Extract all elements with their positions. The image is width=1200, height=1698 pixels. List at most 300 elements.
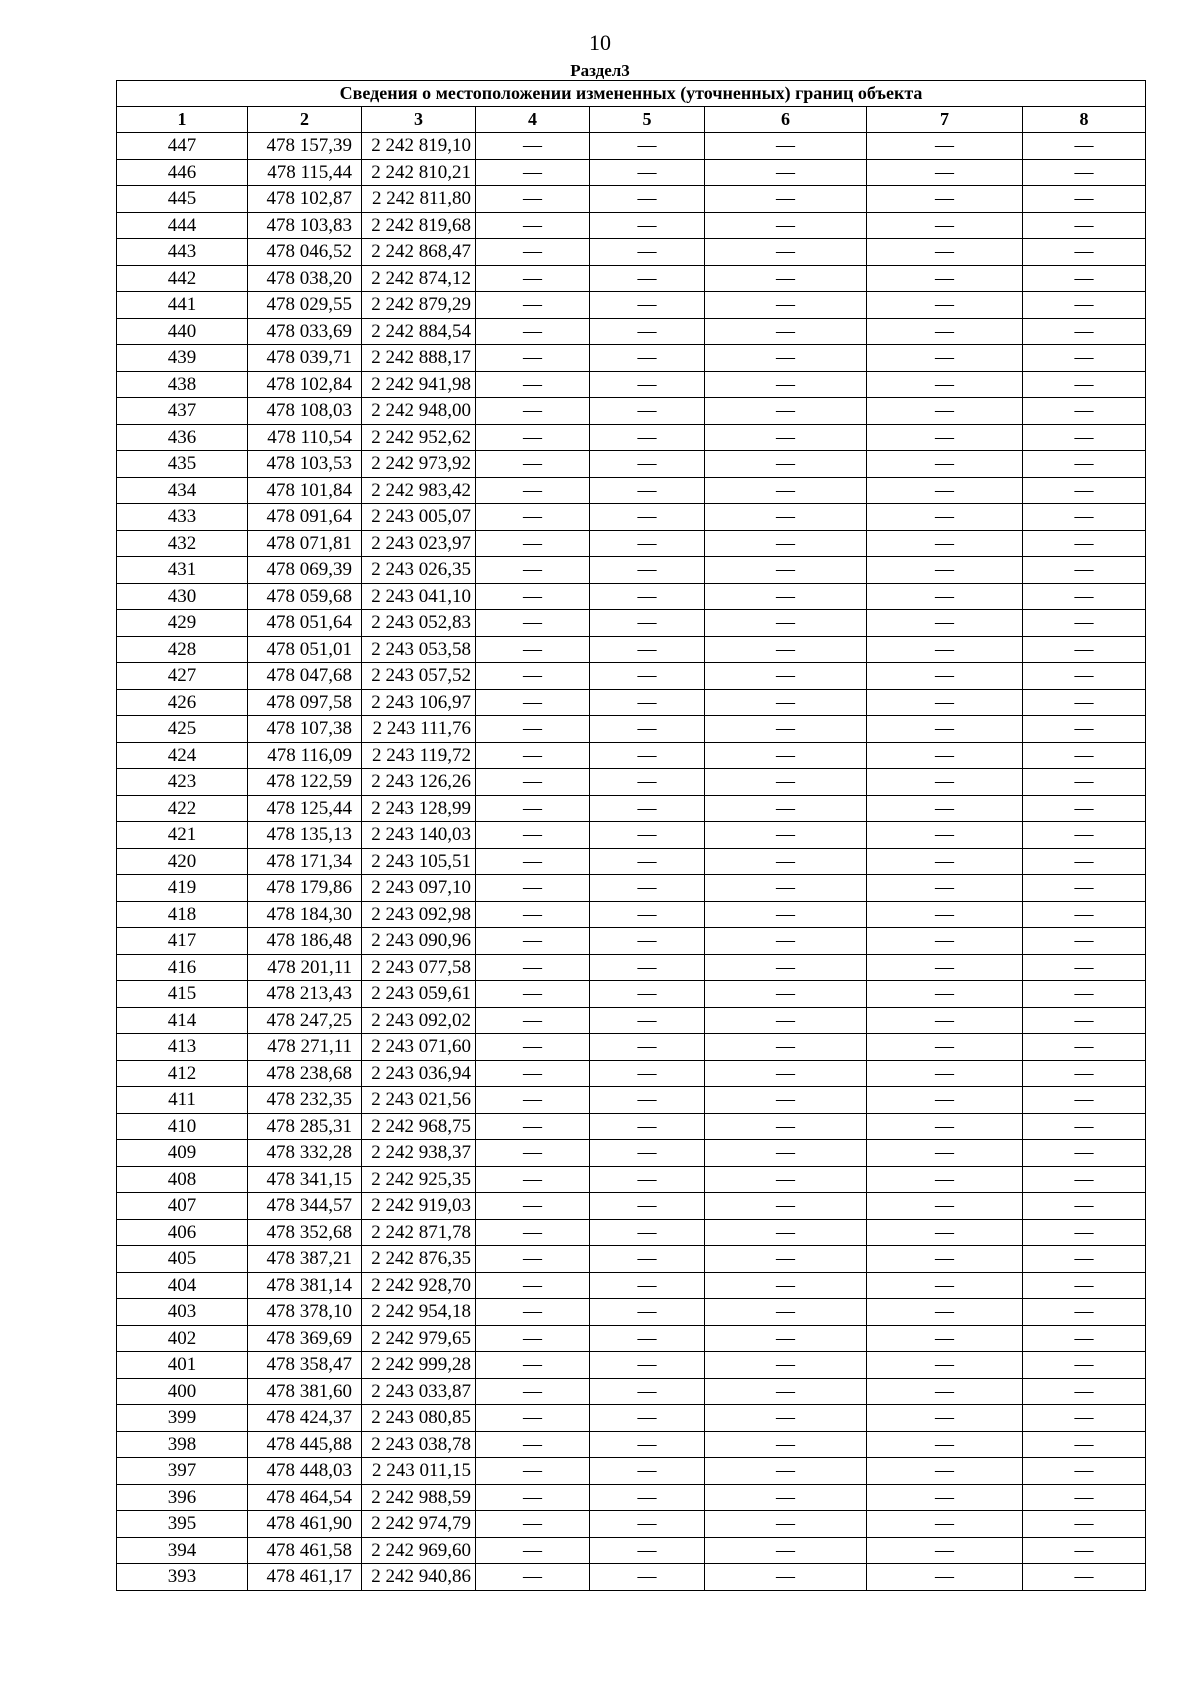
empty-value-cell: —: [705, 1537, 867, 1564]
empty-value-cell: —: [867, 1140, 1023, 1167]
y-coordinate-cell: 2 242 874,12: [362, 265, 476, 292]
point-number-cell: 428: [117, 636, 248, 663]
empty-value-cell: —: [867, 1166, 1023, 1193]
empty-value-cell: —: [590, 716, 705, 743]
point-number-cell: 409: [117, 1140, 248, 1167]
table-row: [117, 318, 1146, 345]
point-number-cell: 427: [117, 663, 248, 690]
empty-value-cell: —: [867, 636, 1023, 663]
empty-value-cell: —: [867, 742, 1023, 769]
empty-value-cell: —: [705, 928, 867, 955]
empty-value-cell: —: [476, 504, 590, 531]
empty-value-cell: —: [476, 1325, 590, 1352]
empty-value-cell: —: [476, 371, 590, 398]
column-header: 6: [705, 107, 867, 133]
x-coordinate-cell: 478 369,69: [248, 1325, 362, 1352]
y-coordinate-cell: 2 243 097,10: [362, 875, 476, 902]
page-number: 10: [589, 30, 611, 55]
x-coordinate-cell: 478 157,39: [248, 133, 362, 160]
empty-value-cell: —: [867, 848, 1023, 875]
empty-value-cell: —: [590, 477, 705, 504]
empty-value-cell: —: [1023, 1378, 1146, 1405]
empty-value-cell: —: [590, 981, 705, 1008]
empty-value-cell: —: [590, 1007, 705, 1034]
empty-value-cell: —: [590, 1299, 705, 1326]
empty-value-cell: —: [476, 1219, 590, 1246]
empty-value-cell: —: [1023, 1140, 1146, 1167]
table-row: [117, 610, 1146, 637]
point-number-cell: 429: [117, 610, 248, 637]
y-coordinate-cell: 2 242 925,35: [362, 1166, 476, 1193]
x-coordinate-cell: 478 091,64: [248, 504, 362, 531]
empty-value-cell: —: [590, 1537, 705, 1564]
empty-value-cell: —: [590, 292, 705, 319]
empty-value-cell: —: [867, 1060, 1023, 1087]
empty-value-cell: —: [590, 318, 705, 345]
empty-value-cell: —: [867, 875, 1023, 902]
y-coordinate-cell: 2 242 879,29: [362, 292, 476, 319]
empty-value-cell: —: [476, 1060, 590, 1087]
empty-value-cell: —: [705, 265, 867, 292]
y-coordinate-cell: 2 243 021,56: [362, 1087, 476, 1114]
column-header: 5: [590, 107, 705, 133]
empty-value-cell: —: [590, 875, 705, 902]
empty-value-cell: —: [590, 1087, 705, 1114]
empty-value-cell: —: [705, 1166, 867, 1193]
table-row: [117, 1219, 1146, 1246]
empty-value-cell: —: [590, 1272, 705, 1299]
empty-value-cell: —: [476, 716, 590, 743]
x-coordinate-cell: 478 115,44: [248, 159, 362, 186]
empty-value-cell: —: [705, 848, 867, 875]
empty-value-cell: —: [1023, 954, 1146, 981]
x-coordinate-cell: 478 029,55: [248, 292, 362, 319]
empty-value-cell: —: [867, 1299, 1023, 1326]
empty-value-cell: —: [476, 1405, 590, 1432]
empty-value-cell: —: [867, 769, 1023, 796]
y-coordinate-cell: 2 243 057,52: [362, 663, 476, 690]
table-row: [117, 1378, 1146, 1405]
empty-value-cell: —: [590, 1511, 705, 1538]
y-coordinate-cell: 2 242 928,70: [362, 1272, 476, 1299]
empty-value-cell: —: [867, 1458, 1023, 1485]
point-number-cell: 443: [117, 239, 248, 266]
y-coordinate-cell: 2 242 819,68: [362, 212, 476, 239]
table-row: [117, 1511, 1146, 1538]
empty-value-cell: —: [705, 530, 867, 557]
empty-value-cell: —: [1023, 1431, 1146, 1458]
empty-value-cell: —: [867, 133, 1023, 160]
column-header: 2: [248, 107, 362, 133]
table-row: [117, 159, 1146, 186]
empty-value-cell: —: [867, 398, 1023, 425]
empty-value-cell: —: [1023, 398, 1146, 425]
empty-value-cell: —: [867, 345, 1023, 372]
empty-value-cell: —: [1023, 742, 1146, 769]
empty-value-cell: —: [476, 1113, 590, 1140]
point-number-cell: 442: [117, 265, 248, 292]
table-row: [117, 371, 1146, 398]
table-row: [117, 822, 1146, 849]
point-number-cell: 410: [117, 1113, 248, 1140]
y-coordinate-cell: 2 243 080,85: [362, 1405, 476, 1432]
empty-value-cell: —: [590, 769, 705, 796]
empty-value-cell: —: [867, 1431, 1023, 1458]
point-number-cell: 432: [117, 530, 248, 557]
empty-value-cell: —: [590, 1378, 705, 1405]
empty-value-cell: —: [705, 1564, 867, 1591]
table-row: [117, 530, 1146, 557]
empty-value-cell: —: [1023, 583, 1146, 610]
y-coordinate-cell: 2 243 053,58: [362, 636, 476, 663]
point-number-cell: 411: [117, 1087, 248, 1114]
x-coordinate-cell: 478 122,59: [248, 769, 362, 796]
empty-value-cell: —: [476, 742, 590, 769]
empty-value-cell: —: [476, 1140, 590, 1167]
table-row: [117, 583, 1146, 610]
point-number-cell: 407: [117, 1193, 248, 1220]
empty-value-cell: —: [867, 451, 1023, 478]
table-row: [117, 239, 1146, 266]
empty-value-cell: —: [705, 1193, 867, 1220]
y-coordinate-cell: 2 242 871,78: [362, 1219, 476, 1246]
x-coordinate-cell: 478 110,54: [248, 424, 362, 451]
table-row: [117, 265, 1146, 292]
empty-value-cell: —: [590, 133, 705, 160]
y-coordinate-cell: 2 242 952,62: [362, 424, 476, 451]
x-coordinate-cell: 478 424,37: [248, 1405, 362, 1432]
empty-value-cell: —: [590, 451, 705, 478]
point-number-cell: 405: [117, 1246, 248, 1273]
empty-value-cell: —: [476, 1007, 590, 1034]
x-coordinate-cell: 478 102,84: [248, 371, 362, 398]
empty-value-cell: —: [590, 212, 705, 239]
column-header: 3: [362, 107, 476, 133]
empty-value-cell: —: [476, 848, 590, 875]
x-coordinate-cell: 478 285,31: [248, 1113, 362, 1140]
empty-value-cell: —: [590, 1564, 705, 1591]
empty-value-cell: —: [590, 1140, 705, 1167]
y-coordinate-cell: 2 242 973,92: [362, 451, 476, 478]
table-row: [117, 1140, 1146, 1167]
empty-value-cell: —: [867, 1087, 1023, 1114]
empty-value-cell: —: [705, 689, 867, 716]
empty-value-cell: —: [705, 292, 867, 319]
table-row: [117, 1193, 1146, 1220]
x-coordinate-cell: 478 051,01: [248, 636, 362, 663]
empty-value-cell: —: [705, 1007, 867, 1034]
empty-value-cell: —: [590, 1034, 705, 1061]
y-coordinate-cell: 2 242 999,28: [362, 1352, 476, 1379]
empty-value-cell: —: [705, 424, 867, 451]
empty-value-cell: —: [705, 901, 867, 928]
point-number-cell: 414: [117, 1007, 248, 1034]
empty-value-cell: —: [1023, 1166, 1146, 1193]
y-coordinate-cell: 2 242 988,59: [362, 1484, 476, 1511]
empty-value-cell: —: [867, 1246, 1023, 1273]
point-number-cell: 394: [117, 1537, 248, 1564]
empty-value-cell: —: [1023, 1537, 1146, 1564]
empty-value-cell: —: [590, 610, 705, 637]
empty-value-cell: —: [1023, 1511, 1146, 1538]
point-number-cell: 435: [117, 451, 248, 478]
empty-value-cell: —: [590, 1405, 705, 1432]
empty-value-cell: —: [867, 1352, 1023, 1379]
empty-value-cell: —: [476, 1458, 590, 1485]
empty-value-cell: —: [476, 1511, 590, 1538]
y-coordinate-cell: 2 243 052,83: [362, 610, 476, 637]
x-coordinate-cell: 478 378,10: [248, 1299, 362, 1326]
table-row: [117, 742, 1146, 769]
table-row: [117, 1060, 1146, 1087]
empty-value-cell: —: [590, 636, 705, 663]
column-header: 7: [867, 107, 1023, 133]
point-number-cell: 415: [117, 981, 248, 1008]
x-coordinate-cell: 478 116,09: [248, 742, 362, 769]
empty-value-cell: —: [476, 1299, 590, 1326]
empty-value-cell: —: [1023, 1458, 1146, 1485]
x-coordinate-cell: 478 051,64: [248, 610, 362, 637]
table-title: Сведения о местоположении измененных (уточненных) границ объекта: [117, 81, 1146, 107]
point-number-cell: 425: [117, 716, 248, 743]
x-coordinate-cell: 478 171,34: [248, 848, 362, 875]
empty-value-cell: —: [476, 1352, 590, 1379]
point-number-cell: 430: [117, 583, 248, 610]
empty-value-cell: —: [590, 186, 705, 213]
y-coordinate-cell: 2 242 811,80: [362, 186, 476, 213]
y-coordinate-cell: 2 243 005,07: [362, 504, 476, 531]
table-row: [117, 1007, 1146, 1034]
empty-value-cell: —: [1023, 1034, 1146, 1061]
empty-value-cell: —: [867, 424, 1023, 451]
x-coordinate-cell: 478 046,52: [248, 239, 362, 266]
empty-value-cell: —: [476, 822, 590, 849]
empty-value-cell: —: [867, 795, 1023, 822]
empty-value-cell: —: [476, 239, 590, 266]
empty-value-cell: —: [476, 1431, 590, 1458]
y-coordinate-cell: 2 242 819,10: [362, 133, 476, 160]
point-number-cell: 434: [117, 477, 248, 504]
table-row: [117, 1272, 1146, 1299]
y-coordinate-cell: 2 243 106,97: [362, 689, 476, 716]
empty-value-cell: —: [1023, 610, 1146, 637]
x-coordinate-cell: 478 047,68: [248, 663, 362, 690]
empty-value-cell: —: [476, 212, 590, 239]
empty-value-cell: —: [590, 1458, 705, 1485]
point-number-cell: 419: [117, 875, 248, 902]
y-coordinate-cell: 2 243 071,60: [362, 1034, 476, 1061]
x-coordinate-cell: 478 108,03: [248, 398, 362, 425]
empty-value-cell: —: [476, 901, 590, 928]
empty-value-cell: —: [867, 610, 1023, 637]
x-coordinate-cell: 478 201,11: [248, 954, 362, 981]
empty-value-cell: —: [1023, 557, 1146, 584]
empty-value-cell: —: [705, 451, 867, 478]
empty-value-cell: —: [590, 1484, 705, 1511]
empty-value-cell: —: [867, 1272, 1023, 1299]
empty-value-cell: —: [705, 954, 867, 981]
empty-value-cell: —: [1023, 133, 1146, 160]
empty-value-cell: —: [590, 504, 705, 531]
empty-value-cell: —: [476, 875, 590, 902]
point-number-cell: 439: [117, 345, 248, 372]
empty-value-cell: —: [590, 1193, 705, 1220]
empty-value-cell: —: [867, 1537, 1023, 1564]
empty-value-cell: —: [476, 1193, 590, 1220]
y-coordinate-cell: 2 243 090,96: [362, 928, 476, 955]
x-coordinate-cell: 478 135,13: [248, 822, 362, 849]
empty-value-cell: —: [590, 1246, 705, 1273]
empty-value-cell: —: [1023, 451, 1146, 478]
point-number-cell: 395: [117, 1511, 248, 1538]
table-row: [117, 1405, 1146, 1432]
empty-value-cell: —: [867, 1378, 1023, 1405]
point-number-cell: 413: [117, 1034, 248, 1061]
x-coordinate-cell: 478 186,48: [248, 928, 362, 955]
point-number-cell: 420: [117, 848, 248, 875]
empty-value-cell: —: [705, 1484, 867, 1511]
empty-value-cell: —: [590, 1219, 705, 1246]
table-row: [117, 689, 1146, 716]
empty-value-cell: —: [1023, 822, 1146, 849]
x-coordinate-cell: 478 125,44: [248, 795, 362, 822]
empty-value-cell: —: [705, 159, 867, 186]
empty-value-cell: —: [705, 822, 867, 849]
empty-value-cell: —: [867, 954, 1023, 981]
table-row: [117, 186, 1146, 213]
table-row: [117, 398, 1146, 425]
empty-value-cell: —: [705, 1299, 867, 1326]
empty-value-cell: —: [705, 1325, 867, 1352]
empty-value-cell: —: [705, 318, 867, 345]
empty-value-cell: —: [1023, 636, 1146, 663]
table-row: [117, 1299, 1146, 1326]
empty-value-cell: —: [590, 1166, 705, 1193]
empty-value-cell: —: [590, 583, 705, 610]
y-coordinate-cell: 2 243 092,98: [362, 901, 476, 928]
y-coordinate-cell: 2 243 038,78: [362, 1431, 476, 1458]
empty-value-cell: —: [590, 848, 705, 875]
column-header: 8: [1023, 107, 1146, 133]
table-row: [117, 848, 1146, 875]
point-number-cell: 417: [117, 928, 248, 955]
empty-value-cell: —: [1023, 212, 1146, 239]
empty-value-cell: —: [590, 663, 705, 690]
empty-value-cell: —: [476, 663, 590, 690]
y-coordinate-cell: 2 243 077,58: [362, 954, 476, 981]
empty-value-cell: —: [867, 504, 1023, 531]
x-coordinate-cell: 478 102,87: [248, 186, 362, 213]
empty-value-cell: —: [1023, 1007, 1146, 1034]
empty-value-cell: —: [590, 398, 705, 425]
point-number-cell: 436: [117, 424, 248, 451]
table-row: [117, 875, 1146, 902]
empty-value-cell: —: [1023, 848, 1146, 875]
empty-value-cell: —: [1023, 769, 1146, 796]
empty-value-cell: —: [476, 477, 590, 504]
empty-value-cell: —: [1023, 716, 1146, 743]
column-header: 4: [476, 107, 590, 133]
empty-value-cell: —: [590, 239, 705, 266]
y-coordinate-cell: 2 243 119,72: [362, 742, 476, 769]
x-coordinate-cell: 478 381,60: [248, 1378, 362, 1405]
empty-value-cell: —: [590, 424, 705, 451]
table-row: [117, 1484, 1146, 1511]
table-row: [117, 795, 1146, 822]
empty-value-cell: —: [867, 689, 1023, 716]
x-coordinate-cell: 478 103,83: [248, 212, 362, 239]
table-row: [117, 1325, 1146, 1352]
empty-value-cell: —: [476, 318, 590, 345]
empty-value-cell: —: [590, 742, 705, 769]
point-number-cell: 406: [117, 1219, 248, 1246]
column-header: 1: [117, 107, 248, 133]
empty-value-cell: —: [590, 689, 705, 716]
empty-value-cell: —: [1023, 318, 1146, 345]
y-coordinate-cell: 2 243 092,02: [362, 1007, 476, 1034]
x-coordinate-cell: 478 271,11: [248, 1034, 362, 1061]
empty-value-cell: —: [1023, 504, 1146, 531]
point-number-cell: 424: [117, 742, 248, 769]
empty-value-cell: —: [705, 1060, 867, 1087]
boundary-coordinates-table: [116, 80, 1146, 1591]
section-label: Раздел3: [570, 61, 630, 80]
empty-value-cell: —: [476, 928, 590, 955]
x-coordinate-cell: 478 071,81: [248, 530, 362, 557]
empty-value-cell: —: [1023, 981, 1146, 1008]
column-header-row: [117, 107, 1146, 133]
empty-value-cell: —: [1023, 901, 1146, 928]
empty-value-cell: —: [476, 1378, 590, 1405]
empty-value-cell: —: [705, 557, 867, 584]
empty-value-cell: —: [476, 398, 590, 425]
empty-value-cell: —: [1023, 1060, 1146, 1087]
empty-value-cell: —: [1023, 1272, 1146, 1299]
point-number-cell: 426: [117, 689, 248, 716]
empty-value-cell: —: [705, 398, 867, 425]
empty-value-cell: —: [867, 1113, 1023, 1140]
empty-value-cell: —: [1023, 928, 1146, 955]
empty-value-cell: —: [590, 530, 705, 557]
empty-value-cell: —: [476, 345, 590, 372]
empty-value-cell: —: [1023, 292, 1146, 319]
empty-value-cell: —: [590, 928, 705, 955]
empty-value-cell: —: [476, 1087, 590, 1114]
point-number-cell: 438: [117, 371, 248, 398]
table-row: [117, 981, 1146, 1008]
empty-value-cell: —: [590, 265, 705, 292]
point-number-cell: 400: [117, 1378, 248, 1405]
empty-value-cell: —: [476, 530, 590, 557]
empty-value-cell: —: [867, 1193, 1023, 1220]
empty-value-cell: —: [867, 583, 1023, 610]
empty-value-cell: —: [705, 371, 867, 398]
empty-value-cell: —: [476, 186, 590, 213]
empty-value-cell: —: [705, 133, 867, 160]
empty-value-cell: —: [705, 1458, 867, 1485]
empty-value-cell: —: [867, 371, 1023, 398]
table-row: [117, 636, 1146, 663]
empty-value-cell: —: [476, 954, 590, 981]
table-row: [117, 1087, 1146, 1114]
empty-value-cell: —: [705, 716, 867, 743]
x-coordinate-cell: 478 445,88: [248, 1431, 362, 1458]
empty-value-cell: —: [867, 1325, 1023, 1352]
x-coordinate-cell: 478 332,28: [248, 1140, 362, 1167]
point-number-cell: 401: [117, 1352, 248, 1379]
x-coordinate-cell: 478 381,14: [248, 1272, 362, 1299]
empty-value-cell: —: [1023, 1299, 1146, 1326]
